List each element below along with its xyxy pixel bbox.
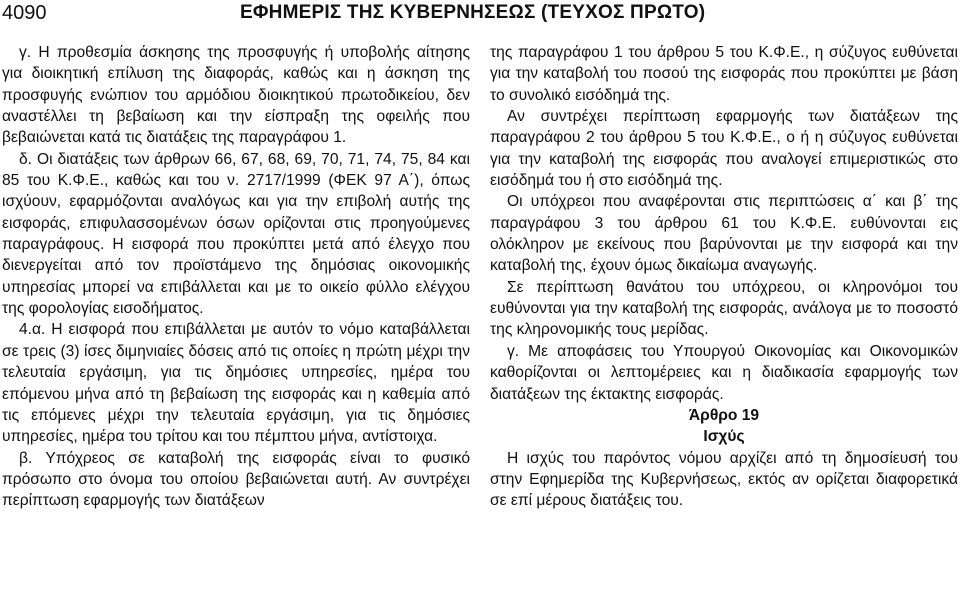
right-column [490, 42, 958, 512]
paragraph-joint-liability: Οι υπόχρεοι που αναφέρονται στις περιπτώσεις α΄ και β΄ της παραγράφου 3 του άρθρου 61 του Κ.Φ.Ε. ευθύνονται εις ολόκληρον με εκείνους που βαρύνονται με την εισφορά και την καταβολή της, έχουν όμως δικαίωμα αναγωγής. [490, 193, 958, 275]
journal-title: ΕΦΗΜΕΡΙΣ ΤΗΣ ΚΥΒΕΡΝΗΣΕΩΣ (ΤΕΥΧΟΣ ΠΡΩΤΟ) [240, 2, 706, 23]
paragraph-heirs: Σε περίπτωση θανάτου του υπόχρεου, οι κληρονόμοι του ευθύνονται για την καταβολή της εισφοράς, ανάλογα με το ποσοστό της κληρονομικής τους μερίδας. [490, 278, 958, 339]
article-title: Άρθρο 19 [688, 406, 760, 424]
paragraph-4a-installments: 4.α. Η εισφορά που επιβάλλεται με αυτόν το νόμο καταβάλλεται σε τρεις (3) ίσες διμηνιαίες δόσεις από τις οποίες η πρώτη μέχρι την τελευταία εργάσιμη, για τις δημόσιες υπηρεσίες, ημέρα του επόμενου μήνα από τη βεβαίωση της εισφοράς και η καθεμία από τις επόμενες μέχρι την τελευταία εργάσιμη, για τις δημόσιες υπηρεσίες, ημέρα του τρίτου και του πέμπτου μήνα, αντίστοιχα. [2, 321, 470, 446]
paragraph-continuation: της παραγράφου 1 του άρθρου 5 του Κ.Φ.Ε., η σύζυγος ευθύνεται για την καταβολή του ποσού της εισφοράς που προκύπτει με βάση το συνολικό εισόδημά της. [490, 44, 958, 104]
page-number: 4090 [2, 2, 47, 24]
paragraph-ministerial-decisions: γ. Με αποφάσεις του Υπουργού Οικονομίας και Οικονομικών καθορίζονται οι λεπτομέρειες και η διαδικασία εφαρμογής των διατάξεων της έκτακτης εισφοράς. [490, 342, 958, 403]
paragraph-spouse-liability: Αν συντρέχει περίπτωση εφαρμογής των διατάξεων της παραγράφου 2 του άρθρου 5 του Κ.Φ.Ε., ο ή η σύζυγος ευθύνεται για την καταβολή της εισφοράς που αναλογεί επιμεριστικώς στο εισόδημά του ή στο εισόδημά της. [490, 108, 958, 190]
paragraph-gamma-deadline: γ. Η προθεσμία άσκησης της προσφυγής ή υποβολής αίτησης για διοικητική επίλυση της διαφοράς, καθώς και η άσκηση της προσφυγής ενώπιον του αρμόδιου διοικητικού πρωτοδικείου, δεν αναστέλλει τη βεβαίωση και την είσπραξη της οφειλής που βεβαιώνεται κατά τις διατάξεις της παραγράφου 1. [2, 44, 470, 147]
page-header [0, 0, 960, 30]
paragraph-delta-provisions: δ. Οι διατάξεις των άρθρων 66, 67, 68, 69, 70, 71, 74, 75, 84 και 85 του Κ.Φ.Ε., καθώς και του ν. 2717/1999 (ΦΕΚ 97 Α΄), όπως ισχύουν, εφαρμόζονται αναλόγως και για την επιβολή αυτής της εισφοράς, επιφυλασσομένων όσων ορίζονται στις προηγούμενες παραγράφους. Η εισφορά που προκύπτει μετά από έλεγχο που διενεργείται από τον προϊστάμενο της δημόσιας οικονομικής υπηρεσίας μπορεί να επιβάλλεται και με το οικείο φύλλο ελέγχου της φορολογίας εισοδήματος. [2, 150, 470, 318]
paragraph-entry-into-force: Η ισχύς του παρόντος νόμου αρχίζει από τη δημοσίευσή του στην Εφημερίδα της Κυβερνήσεως, εκτός αν ορίζεται διαφορετικά σε επί μέρους διατάξεις του. [490, 449, 958, 510]
paragraph-beta-obligor: β. Υπόχρεος σε καταβολή της εισφοράς είναι το φυσικό πρόσωπο στο όνομα του οποίου βεβαιώνεται αυτή. Αν συντρέχει περίπτωση εφαρμογής των διατάξεων [2, 449, 470, 510]
article-subtitle: Ισχύς [703, 428, 745, 446]
left-column [2, 42, 470, 512]
